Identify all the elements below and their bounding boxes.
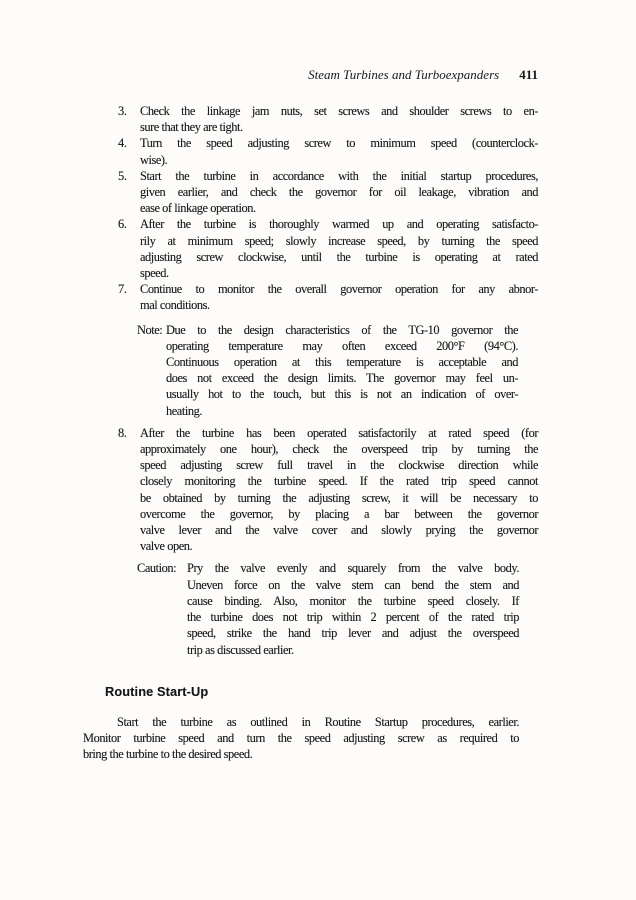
- text-line: the turbine does not trip within 2 percent of the rated trip: [187, 610, 519, 625]
- text-line: Due to the design characteristics of the TG-10 governor the: [166, 322, 518, 337]
- list-item-8: [83, 425, 538, 555]
- item-number: 3.: [118, 104, 127, 118]
- text-line: valve lever and the valve cover and slowly prying the governor: [140, 523, 538, 538]
- section-heading: Routine Start-Up: [105, 683, 209, 699]
- text-line: wise).: [140, 152, 168, 167]
- item-number: 5.: [118, 168, 127, 183]
- item-text: [140, 168, 538, 217]
- list-item-3: [83, 103, 538, 135]
- closing-paragraph: [83, 714, 519, 763]
- text-line: overcome the governor, by placing a bar between the governor: [140, 506, 538, 521]
- text-line: Monitor turbine speed and turn the speed adjusting screw as required to: [83, 730, 519, 745]
- text-line: mal conditions.: [140, 298, 210, 313]
- page-number: 411: [519, 67, 538, 82]
- text-line: ease of linkage operation.: [140, 201, 256, 216]
- text-line: Uneven force on the valve stem can bend the stem and: [187, 577, 519, 592]
- text-line: Turn the speed adjusting screw to minimum speed (counterclock-: [140, 136, 538, 151]
- item-number: 4.: [118, 136, 127, 151]
- text-line: speed adjusting screw full travel in the clockwise direction while: [140, 458, 538, 473]
- caution-text: [187, 560, 519, 657]
- list-item-7: [83, 281, 538, 313]
- list-item-5: [83, 168, 538, 217]
- text-line: heating.: [166, 403, 202, 418]
- text-line: trip as discussed earlier.: [187, 642, 294, 657]
- text-line: adjusting screw clockwise, until the turbine is operating at rated: [140, 249, 538, 264]
- text-line: Check the linkage jam nuts, set screws and shoulder screws to en-: [140, 104, 538, 118]
- item-text: [140, 281, 538, 313]
- text-line: closely monitoring the turbine speed. If the rated trip speed cannot: [140, 474, 538, 489]
- list-item-6: [83, 216, 538, 281]
- note-text: [166, 322, 518, 419]
- text-line: approximately one hour), check the overspeed trip by turning the: [140, 442, 538, 457]
- item-number: 8.: [118, 425, 127, 440]
- text-line: Continue to monitor the overall governor operation for any abnor-: [140, 282, 538, 297]
- item-text: [140, 425, 538, 555]
- procedure-list: [83, 103, 538, 658]
- item-number: 7.: [118, 282, 127, 297]
- item-text: [140, 103, 538, 135]
- note-label: Note:: [137, 322, 163, 337]
- text-line: Continuous operation at this temperature is acceptable and: [166, 355, 518, 370]
- text-line: cause binding. Also, monitor the turbine speed closely. If: [187, 593, 519, 608]
- text-line: Start the turbine in accordance with the initial startup procedures,: [140, 168, 538, 183]
- text-line: sure that they are tight.: [140, 120, 243, 135]
- text-line: speed.: [140, 266, 169, 281]
- text-line: bring the turbine to the desired speed.: [83, 747, 253, 762]
- caution-block: [137, 560, 538, 657]
- list-item-4: [83, 135, 538, 167]
- item-text: [140, 135, 538, 167]
- text-line: After the turbine is thoroughly warmed up and operating satisfacto-: [140, 217, 538, 232]
- text-line: speed, strike the hand trip lever and adjust the overspeed: [187, 626, 519, 641]
- item-text: [140, 216, 538, 281]
- note-block: [137, 322, 538, 419]
- text-line: given earlier, and check the governor for oil leakage, vibration and: [140, 185, 538, 200]
- caution-label: Caution:: [137, 561, 177, 576]
- text-line: does not exceed the design limits. The governor may feel un-: [166, 371, 518, 386]
- text-line: Pry the valve evenly and squarely from the valve body.: [187, 561, 519, 576]
- text-line: usually hot to the touch, but this is not an indication of over-: [166, 387, 518, 402]
- text-line: Start the turbine as outlined in Routine Startup procedures, earlier.: [117, 714, 519, 729]
- item-number: 6.: [118, 217, 127, 232]
- text-line: valve open.: [140, 539, 193, 554]
- text-line: After the turbine has been operated satisfactorily at rated speed (for: [140, 425, 538, 440]
- text-line: operating temperature may often exceed 200°F (94°C).: [166, 338, 518, 353]
- chapter-title: Steam Turbines and Turboexpanders: [308, 67, 500, 82]
- text-line: rily at minimum speed; slowly increase speed, by turning the speed: [140, 233, 538, 248]
- text-line: be obtained by turning the adjusting screw, it will be necessary to: [140, 490, 538, 505]
- page-content: [83, 0, 538, 762]
- running-header: [83, 67, 538, 83]
